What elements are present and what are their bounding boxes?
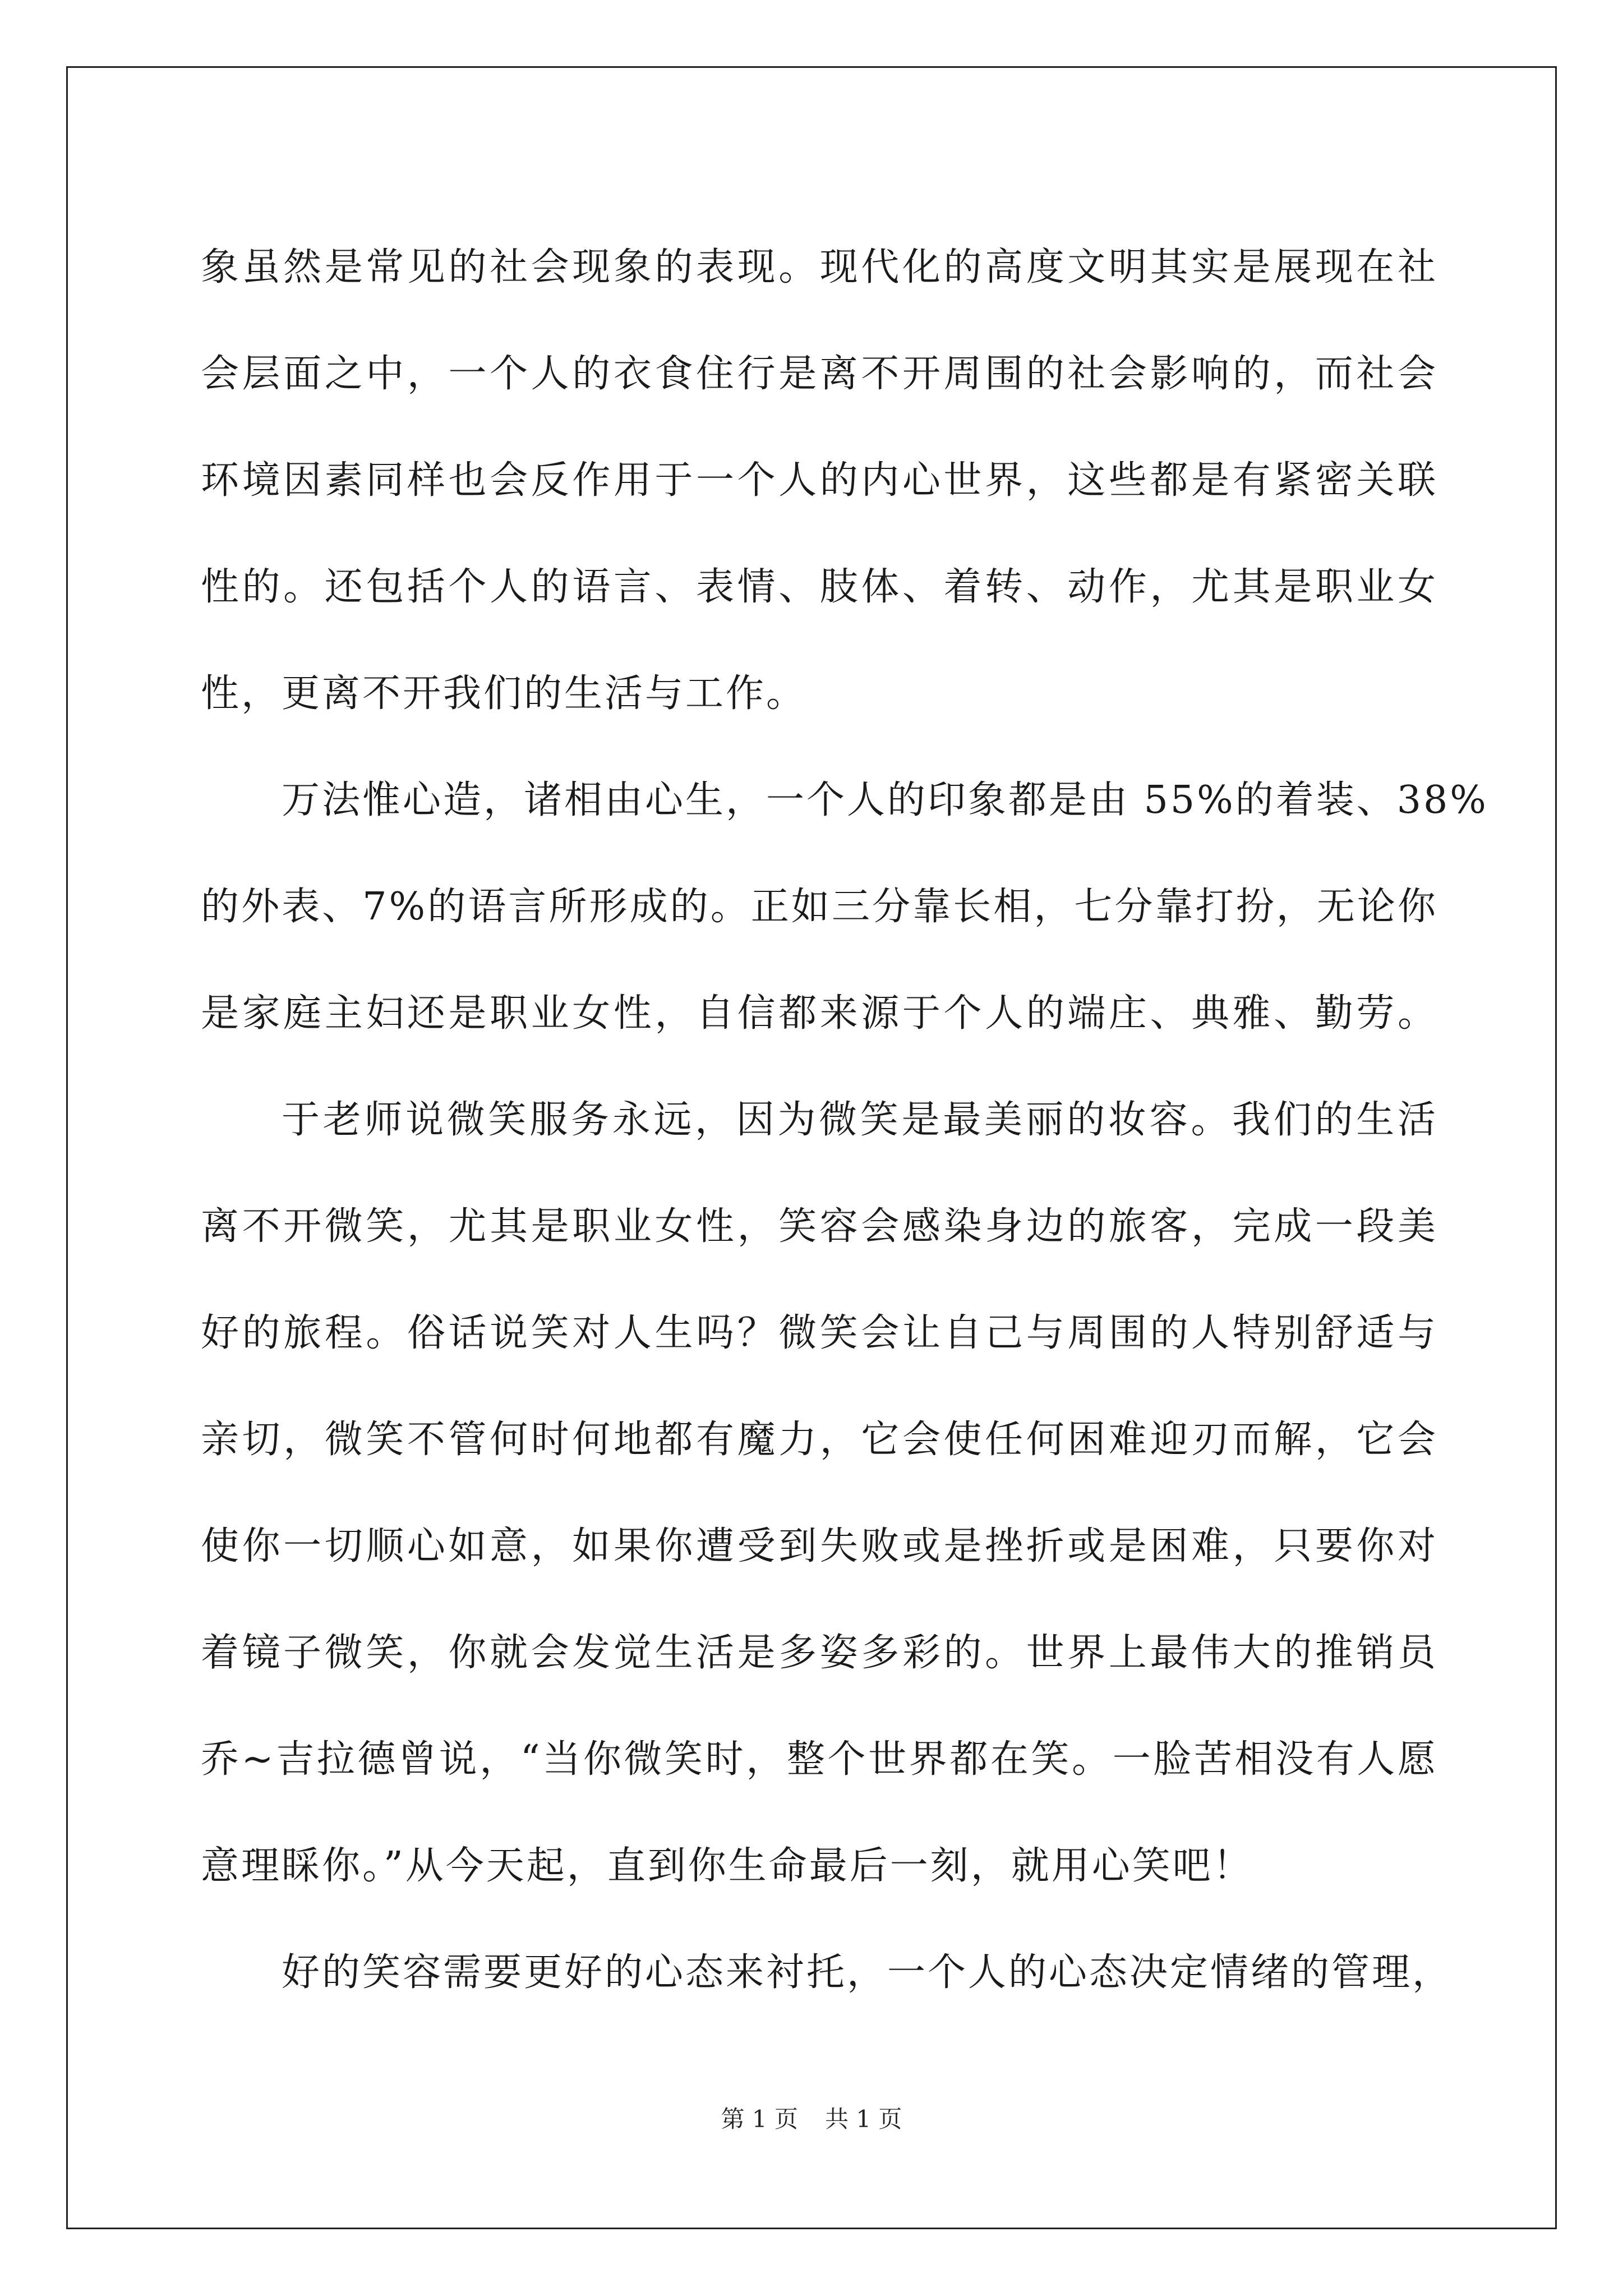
text-line: 乔~吉拉德曾说，“当你微笑时，整个世界都在笑。一脸苦相没有人愿 <box>201 1737 1438 1782</box>
text-line: 会层面之中，一个人的衣食住行是离不开周围的社会影响的，而社会 <box>201 352 1438 396</box>
text-line: 意理睬你。”从今天起，直到你生命最后一刻，就用心笑吧！ <box>201 1844 1253 1888</box>
text-line: 环境因素同样也会反作用于一个人的内心世界，这些都是有紧密关联 <box>201 458 1438 503</box>
page-total: 共 1 页 <box>825 2105 902 2133</box>
text-line: 是家庭主妇还是职业女性，自信都来源于个人的端庄、典雅、勤劳。 <box>201 991 1438 1036</box>
text-line: 万法惟心造，诸相由心生，一个人的印象都是由 55%的着装、38% <box>282 778 1488 822</box>
text-line: 好的旅程。俗话说笑对人生吗？微笑会让自己与周围的人特别舒适与 <box>201 1311 1438 1355</box>
page-number: 第 1 页 <box>721 2105 798 2133</box>
text-line: 象虽然是常见的社会现象的表现。现代化的高度文明其实是展现在社 <box>201 245 1438 289</box>
text-line: 离不开微笑，尤其是职业女性，笑容会感染身边的旅客，完成一段美 <box>201 1204 1438 1249</box>
text-line: 亲切，微笑不管何时何地都有魔力，它会使任何困难迎刃而解，它会 <box>201 1418 1438 1462</box>
page-footer <box>0 2101 1623 2134</box>
text-line: 使你一切顺心如意，如果你遭受到失败或是挫折或是困难，只要你对 <box>201 1524 1438 1568</box>
text-line: 好的笑容需要更好的心态来衬托，一个人的心态决定情绪的管理， <box>282 1950 1453 1995</box>
text-line: 性，更离不开我们的生活与工作。 <box>201 671 807 716</box>
text-line: 着镜子微笑，你就会发觉生活是多姿多彩的。世界上最伟大的推销员 <box>201 1631 1438 1675</box>
text-line: 于老师说微笑服务永远，因为微笑是最美丽的妆容。我们的生活 <box>282 1098 1438 1142</box>
document-body <box>201 214 1488 2026</box>
text-line: 性的。还包括个人的语言、表情、肢体、着转、动作，尤其是职业女 <box>201 565 1438 609</box>
text-line: 的外表、7%的语言所形成的。正如三分靠长相，七分靠打扮，无论你 <box>201 885 1438 929</box>
